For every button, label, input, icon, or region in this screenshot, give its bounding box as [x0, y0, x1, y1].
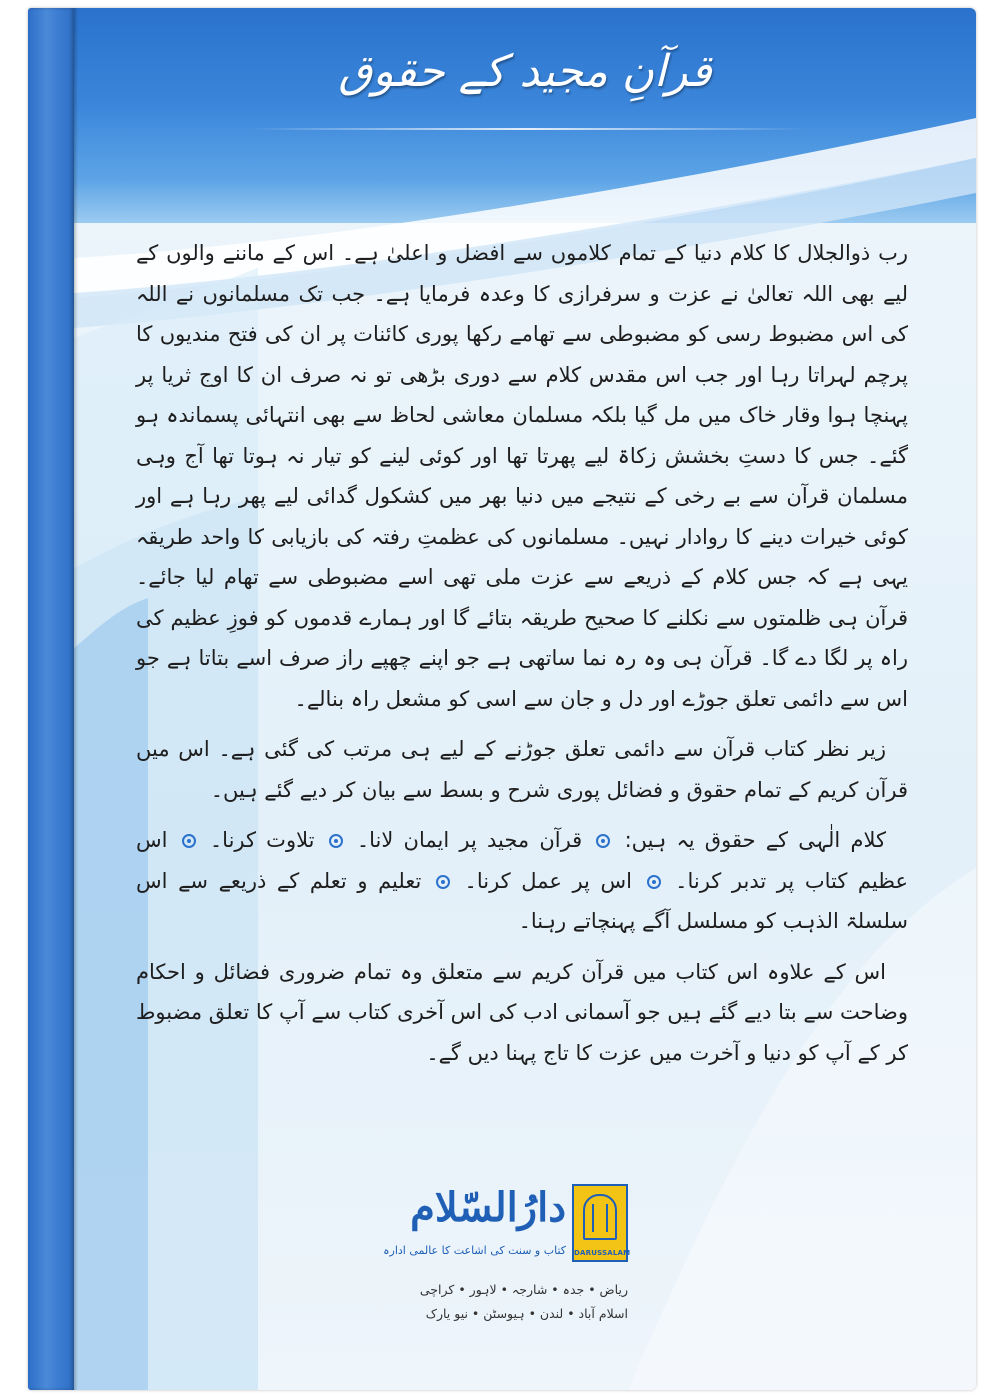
rights-item-4: اس پر عمل کرنا۔ — [464, 868, 632, 893]
publisher-block — [383, 1178, 631, 1348]
rights-intro: کلام الٰہی کے حقوق یہ ہیں: — [624, 828, 886, 852]
cities-line-1: ریاض • جدہ • شارجہ • لاہور • کراچی — [419, 1282, 628, 1297]
darussalam-logo-icon — [572, 1184, 631, 1262]
spine-shadow — [74, 8, 78, 1390]
paragraph-1: رب ذوالجلال کا کلام دنیا کے تمام کلاموں سے افضل و اعلیٰ ہے۔ اس کے ماننے والوں کے لیے بھی اللہ تعالیٰ نے عزت و سرفرازی کا وعدہ فرمایا ہے۔ جب تک مسلمانوں نے اللہ کی اس مضبوط رسی کو مضبوطی سے تھامے رکھا پوری کائنات پر ان کی فتح مندیوں کا پرچم لہراتا رہا اور جب اس مقدس کلام سے دوری بڑھی تو نہ صرف ان کا اوج ثریا پر پہنچا ہوا وقار خاک میں مل گیا بلکہ مسلمان معاشی لحاظ سے بھی انتہائی پسماندہ ہو گئے۔ جس کا دستِ بخشش زکاۃ لیے پھرتا تھا اور کوئی لینے کو تیار نہ ہوتا تھا آج وہی مسلمان قرآن سے بے رخی کے نتیجے میں دنیا بھر میں کشکول گدائی لیے پھر رہا ہے اور کوئی خیرات دینے کا روادار نہیں۔ مسلمانوں کی عظمتِ رفتہ کی بازیابی کا واحد طریقہ یہی ہے کہ جس کلام کے ذریعے سے عزت ملی تھی اسے مضبوطی سے تھام لیا جائے۔ قرآن ہی ظلمتوں سے نکلنے کا صحیح طریقہ بتائے گا اور ہمارے قدموں کو فوزِ عظیم کی راہ پر لگا دے گا۔ قرآن ہی وہ رہ نما ساتھی ہے جو اپنے چھپے راز صرف اسے بتاتا ہے جو اس سے دائمی تعلق جوڑے اور دل و جان سے اسی کو مشعل راہ بنالے۔ — [136, 241, 908, 711]
paragraph-3: اس کے علاوہ اس کتاب میں قرآن کریم سے متعلق وہ تمام ضروری فضائل و احکام وضاحت سے بتا دیے گئے ہیں جو آسمانی ادب کی اس آخری کتاب سے آپ کا تعلق مضبوط کر کے آپ کو دنیا و آخرت میں عزت کا تاج پہنا دیں گے۔ — [136, 959, 908, 1065]
paragraph-2: زیر نظر کتاب قرآن سے دائمی تعلق جوڑنے کے لیے ہی مرتب کی گئی ہے۔ اس میں قرآن کریم کے تمام حقوق و فضائل پوری شرح و بسط سے بیان کر دیے گئے ہیں۔ — [136, 737, 908, 802]
bullet-icon — [596, 834, 610, 848]
cities-line-2: اسلام آباد • لندن • ہیوسٹن • نیو یارک — [425, 1306, 628, 1321]
publisher-tagline: کتاب و سنت کی اشاعت کا عالمی ادارہ — [383, 1244, 566, 1257]
bullet-icon — [436, 875, 450, 889]
publisher-cities — [398, 1278, 628, 1326]
rights-item-5: تعلیم و تعلم کے ذریعے سے اس سلسلۃ الذہب کو مسلسل آگے پہنچاتے رہنا۔ — [136, 868, 908, 933]
rights-list — [136, 820, 908, 942]
rights-item-1: قرآن مجید پر ایمان لانا۔ — [356, 828, 583, 852]
book-spine — [28, 8, 74, 1390]
bullet-icon — [647, 875, 661, 889]
emblem-label: DARUSSALAM — [574, 1249, 631, 1257]
rights-item-3: اس عظیم کتاب پر تدبر کرنا۔ — [136, 828, 908, 893]
blurb-text — [136, 233, 908, 1083]
title-divider — [248, 128, 808, 130]
bullet-icon — [329, 834, 343, 848]
cover-title: قرآنِ مجید کے حقوق — [338, 46, 712, 97]
rights-item-2: تلاوت کرنا۔ — [209, 828, 315, 852]
bullet-icon — [182, 834, 196, 848]
book-back-cover — [28, 8, 976, 1390]
publisher-name: دارُالسّلام — [410, 1184, 566, 1231]
